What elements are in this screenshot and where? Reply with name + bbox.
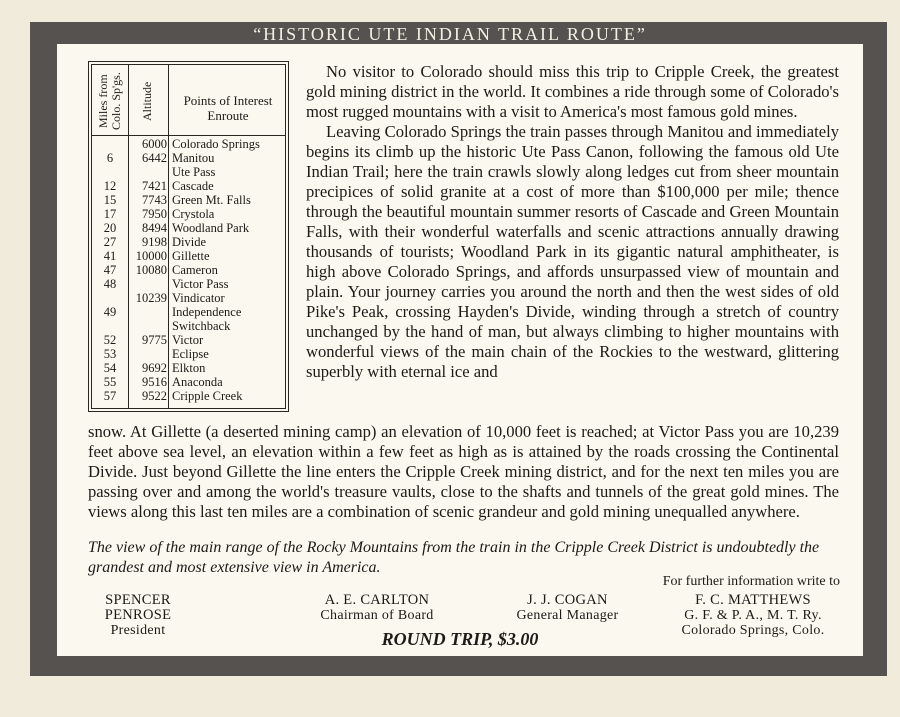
table-row xyxy=(92,347,285,361)
signature-title: G. F. & P. A., M. T. Ry. xyxy=(684,608,822,623)
cell-place: Cripple Creek xyxy=(172,389,243,403)
table-row xyxy=(92,305,285,319)
table-row xyxy=(92,319,285,333)
cell-miles: 54 xyxy=(103,361,117,375)
table-row xyxy=(92,221,285,235)
table-row xyxy=(92,235,285,249)
paragraph-intro: No visitor to Colorado should miss this trip to Cripple Creek, the greatest gold mining district in the world. It combines a ride through some of Colorado's most rugged mountains with a visit to America's most famous gold mines. xyxy=(306,62,839,121)
cell-miles: 57 xyxy=(103,389,117,403)
header-divider xyxy=(92,135,285,136)
table-row xyxy=(92,389,285,403)
cell-miles: 52 xyxy=(103,333,117,347)
cell-altitude: 10080 xyxy=(135,263,167,277)
cell-place: Green Mt. Falls xyxy=(172,193,251,207)
signature-name: J. J. COGAN xyxy=(527,592,608,608)
signature-cogan xyxy=(505,593,630,623)
cell-place: Anaconda xyxy=(172,375,223,389)
cell-altitude: 9516 xyxy=(142,375,167,389)
cell-miles: 20 xyxy=(103,221,117,235)
signature-carlton xyxy=(302,593,452,623)
cell-miles: 53 xyxy=(103,347,117,361)
cell-altitude: 9522 xyxy=(142,389,167,403)
cell-place: Independence xyxy=(172,305,242,319)
cell-place: Victor xyxy=(172,333,204,347)
header-miles: Miles from Colo. Sp'gs. xyxy=(96,72,123,130)
cell-miles: 6 xyxy=(106,151,114,165)
cell-miles: 27 xyxy=(103,235,117,249)
table-row xyxy=(92,137,285,151)
header-altitude: Altitude xyxy=(140,81,154,121)
table-row xyxy=(92,375,285,389)
cell-place: Cascade xyxy=(172,179,214,193)
table-row xyxy=(92,291,285,305)
signature-name: SPENCER PENROSE xyxy=(104,592,172,623)
table-row xyxy=(92,207,285,221)
table-row xyxy=(92,361,285,375)
cell-altitude: 10239 xyxy=(135,291,167,305)
table-row xyxy=(92,333,285,347)
cell-miles: 41 xyxy=(103,249,117,263)
cell-altitude: 6442 xyxy=(142,151,167,165)
table-row xyxy=(92,151,285,165)
header-points: Points of Interest Enroute xyxy=(183,93,273,123)
cell-altitude: 8494 xyxy=(142,221,167,235)
cell-altitude: 6000 xyxy=(142,137,167,151)
signature-title: Chairman of Board xyxy=(320,608,434,623)
cell-miles: 12 xyxy=(103,179,117,193)
table-row xyxy=(92,179,285,193)
cell-miles: 49 xyxy=(103,305,117,319)
cell-altitude: 10000 xyxy=(135,249,167,263)
cell-altitude: 9198 xyxy=(142,235,167,249)
cell-miles: 17 xyxy=(103,207,117,221)
signature-title: President xyxy=(110,623,166,638)
cell-place: Ute Pass xyxy=(172,165,216,179)
table-body xyxy=(92,137,285,403)
continued-text xyxy=(88,422,839,522)
cell-altitude: 7743 xyxy=(142,193,167,207)
points-of-interest-table xyxy=(91,64,286,409)
cell-place: Cameron xyxy=(172,263,218,277)
cell-miles: 47 xyxy=(103,263,117,277)
table-row xyxy=(92,165,285,179)
cell-place: Crystola xyxy=(172,207,215,221)
cell-miles: 55 xyxy=(103,375,117,389)
cell-place: Vindicator xyxy=(172,291,225,305)
table-row xyxy=(92,249,285,263)
table-row xyxy=(92,193,285,207)
cell-altitude: 9692 xyxy=(142,361,167,375)
paragraph-route-continued: snow. At Gillette (a deserted mining camp) an elevation of 10,000 feet is reached; at Victor Pass you are 10,239 feet above sea level, an elevation within a few feet as high as is attained by the roads crossing the Continental Divide. Just beyond Gillette the line enters the Cripple Creek mining district, and for the next ten miles you are passing over and among the world's treasure vaults, close to the shafts and tunnels of the great gold mines. The views along this last ten miles are a combination of scenic grandeur and gold mining unequalled anywhere. xyxy=(88,422,839,521)
round-trip-fare: ROUND TRIP, $3.00 xyxy=(381,629,539,649)
further-information: For further information write to xyxy=(662,574,840,589)
signature-location: Colorado Springs, Colo. xyxy=(681,623,825,638)
cell-place: Manitou xyxy=(172,151,215,165)
banner-title: “HISTORIC UTE INDIAN TRAIL ROUTE” xyxy=(253,24,647,44)
table-row xyxy=(92,263,285,277)
cell-altitude: 7421 xyxy=(142,179,167,193)
cell-place: Divide xyxy=(172,235,207,249)
cell-place: Woodland Park xyxy=(172,221,250,235)
intro-text xyxy=(306,62,839,382)
cell-place: Switchback xyxy=(172,319,231,333)
signature-name: A. E. CARLTON xyxy=(324,592,430,608)
cell-place: Colorado Springs xyxy=(172,137,260,151)
signature-penrose xyxy=(78,593,198,638)
cell-place: Gillette xyxy=(172,249,210,263)
cell-place: Victor Pass xyxy=(172,277,229,291)
signature-matthews xyxy=(668,593,838,638)
cell-altitude: 7950 xyxy=(142,207,167,221)
cell-place: Eclipse xyxy=(172,347,209,361)
paragraph-route: Leaving Colorado Springs the train passes through Manitou and immediately begins its climb up the historic Ute Pass Canon, following the famous old Ute Indian Trail; here the train crawls slowly along ledges cut from sheer mountain precipices of solid granite at a cost of more than $100,000 per mile; thence through the beautiful mountain summer resorts of Cascade and Green Mountain Falls, with their wonderful waterfalls and scenic attractions annually drawing thousands of tourists; Woodland Park in its gigantic natural amphitheater, is high above Colorado Springs, and affords unsurpassed view of mountain and plain. Your journey carries you around the north and then the west sides of old Pike's Peak, crossing Hayden's Divide, winding through a stretch of country unchanged by the hand of man, but always climbing to higher mountains with wonderful views of the main chain of the Rockies to the westward, glittering superbly with eternal ice and xyxy=(306,122,839,381)
cell-altitude: 9775 xyxy=(142,333,167,347)
table-row xyxy=(92,277,285,291)
cell-place: Elkton xyxy=(172,361,206,375)
signature-title: General Manager xyxy=(516,608,619,623)
cell-miles: 48 xyxy=(103,277,117,291)
italic-statement: The view of the main range of the Rocky Mountains from the train in the Cripple Creek District is undoubtedly the grandest and most extensive view in America. xyxy=(88,539,820,576)
cell-miles: 15 xyxy=(103,193,117,207)
signature-name: F. C. MATTHEWS xyxy=(695,592,811,608)
